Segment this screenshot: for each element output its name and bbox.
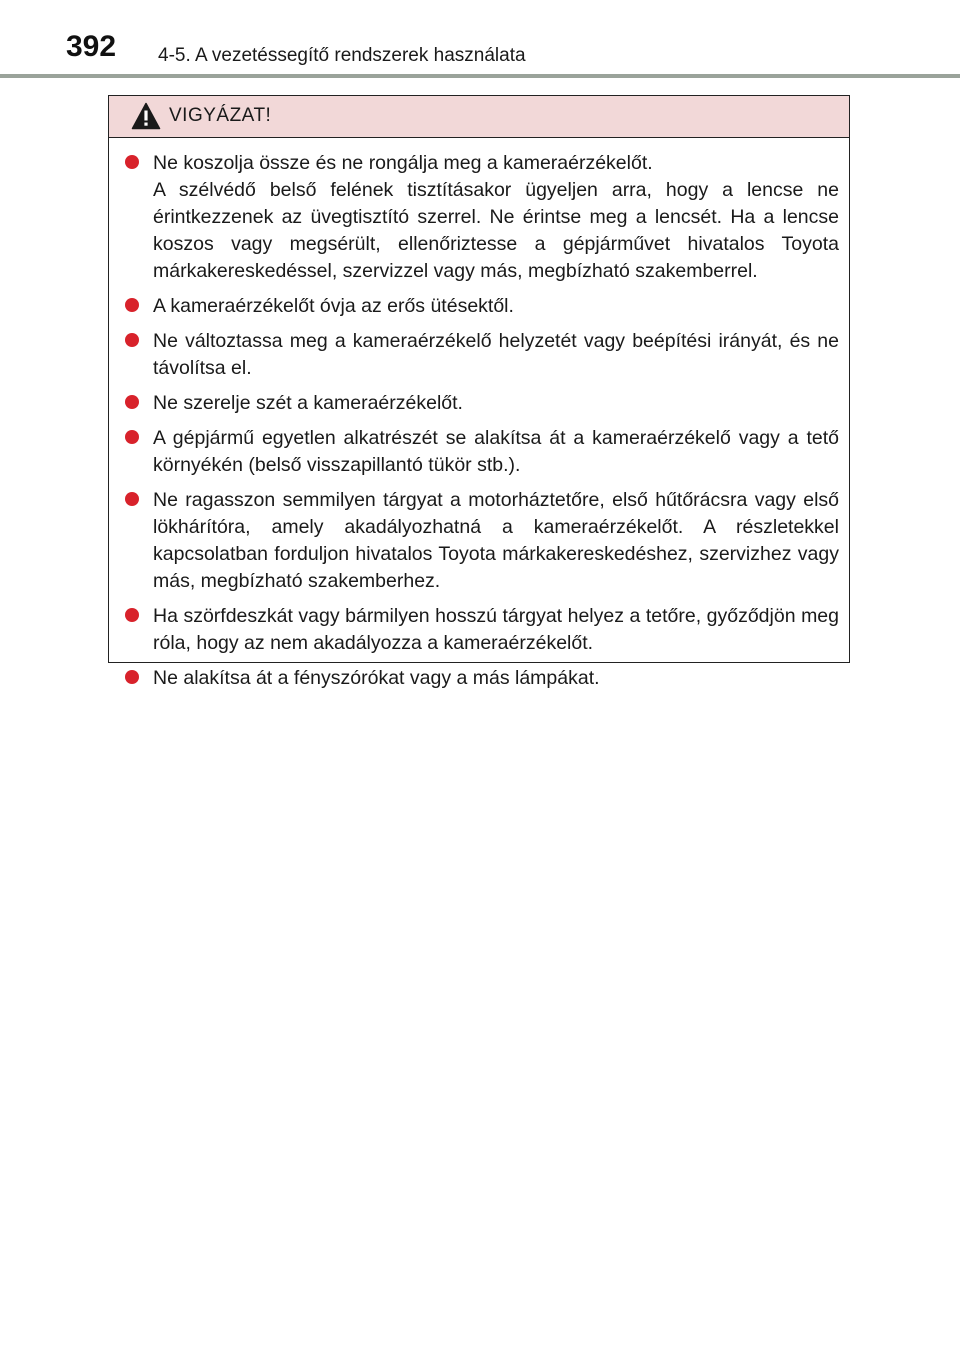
bullet-icon	[125, 430, 139, 444]
list-item-text: Ne alakítsa át a fényszórókat vagy a más lámpákat.	[153, 667, 600, 689]
caution-header	[109, 96, 849, 138]
list-item-text: Ha szörfdeszkát vagy bármilyen hosszú tárgyat helyez a tetőre, győződjön meg róla, hogy az nem akadályozza a kameraérzékelőt.	[153, 605, 839, 654]
bullet-icon	[125, 670, 139, 684]
bullet-icon	[125, 298, 139, 312]
list-item-text: Ne szerelje szét a kameraérzékelőt.	[153, 392, 463, 414]
list-item	[125, 293, 839, 320]
list-item-text: Ne koszolja össze és ne rongálja meg a kameraérzékelőt. A szélvédő belső felének tisztításakor ügyeljen arra, hogy a lencse ne érintkezzenek az üvegtisztító szerrel. Ne érintse meg a lencsét. Ha a lencse koszos vagy megsérült, ellenőriztesse a gépjárművet hivatalos Toyota márkakereskedéssel, szervizzel vagy más, megbízható szakemberrel.	[153, 152, 839, 282]
list-item	[125, 665, 839, 692]
header-divider	[0, 74, 960, 78]
caution-box	[108, 95, 850, 689]
list-item	[125, 328, 839, 382]
list-item-text: A kameraérzékelőt óvja az erős ütésektől.	[153, 295, 514, 317]
list-item-text: A gépjármű egyetlen alkatrészét se alakítsa át a kameraérzékelő vagy a tető környékén (belső visszapillantó tükör stb.).	[153, 427, 839, 476]
caution-title: VIGYÁZAT!	[169, 105, 272, 126]
page-header	[0, 0, 960, 80]
bullet-icon	[125, 608, 139, 622]
page-number: 392	[66, 30, 117, 63]
bullet-icon	[125, 333, 139, 347]
list-item	[125, 487, 839, 595]
warning-triangle-icon	[131, 102, 161, 130]
caution-list	[109, 138, 849, 692]
bullet-icon	[125, 395, 139, 409]
list-item	[125, 390, 839, 417]
list-item	[125, 150, 839, 285]
list-item	[125, 425, 839, 479]
list-item-text: Ne ragasszon semmilyen tárgyat a motorháztetőre, első hűtőrácsra vagy első lökhárítóra, amely akadályozhatná a kameraérzékelőt. A részletekkel kapcsolatban forduljon hivatalos Toyota márkakereskedéshez, szervizhez vagy más, megbízható szakemberhez.	[153, 489, 839, 592]
bullet-icon	[125, 492, 139, 506]
section-title: 4-5. A vezetéssegítő rendszerek használata	[158, 45, 526, 66]
list-item-text: Ne változtassa meg a kameraérzékelő helyzetét vagy beépítési irányát, és ne távolítsa el.	[153, 330, 839, 379]
bullet-icon	[125, 155, 139, 169]
list-item	[125, 603, 839, 657]
